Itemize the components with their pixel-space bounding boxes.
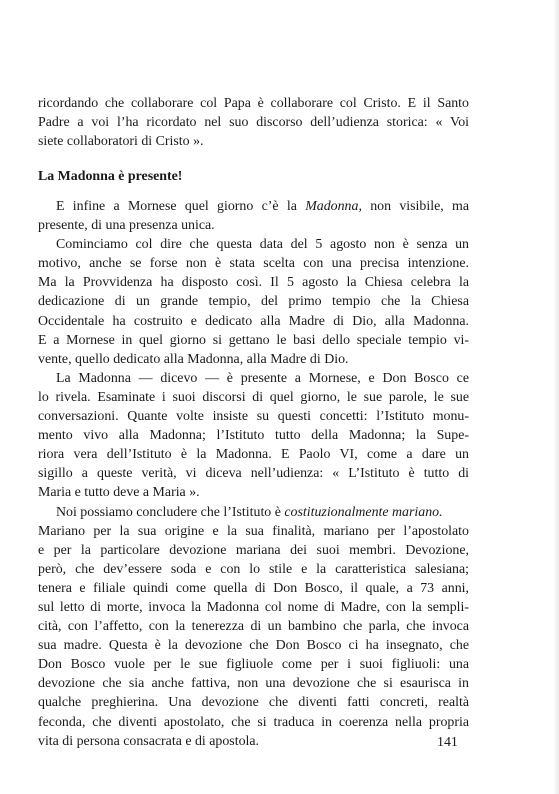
text-line: siete collaboratori di Cristo ». [38, 134, 204, 150]
text-line: Don Bosco vuole per le sue figliuole come per i suoi figliuoli: una [38, 657, 469, 673]
text-line [38, 197, 469, 216]
scan-edge-shadow [553, 0, 559, 794]
continued-paragraph [38, 94, 469, 151]
text-line: e per la particolare devozione mariana dei suoi membri. Devozione, [38, 542, 469, 558]
text-line: Cominciamo col dire che questa data del 5 agosto non è senza un [56, 237, 469, 253]
text-run: Noi possiamo concludere che l’Istituto è [56, 504, 285, 520]
text-line: cità, con l’affetto, con la tenerezza di un bambino che parla, che invoca [38, 619, 469, 635]
text-line: ricordando che collaborare col Papa è collaborare col Cristo. E il Santo [38, 96, 469, 111]
italic-text: Madonna, [305, 199, 362, 214]
text-line: qualche preghierina. Una devozione che diventi fatti concreti, realtà [38, 695, 469, 711]
text-line [38, 503, 469, 522]
text-line: devozione che sia anche fattiva, non una devozione che si esaurisca in [38, 676, 469, 692]
section-heading: La Madonna è presente! [38, 169, 183, 184]
page-number: 141 [437, 735, 458, 750]
text-run: E infine a Mornese quel giorno c’è la [56, 199, 306, 214]
text-line: vente, quello dedicato alla Madonna, alla Madre di Dio. [38, 351, 349, 367]
text-run: non visibile, ma [361, 199, 469, 214]
text-line: sigillo a queste verità, vi diceva nell’udienza: « L’Istituto è tutto di [38, 466, 469, 482]
text-line: conversazioni. Quante volte insiste su questi concetti: l’Istituto monu- [38, 409, 469, 425]
text-line: lo rivela. Esaminate i suoi discorsi di quel giorno, le sue parole, le sue [38, 389, 469, 405]
text-line: tenera e filiale quindi come quella di Don Bosco, il quale, a 73 anni, [38, 580, 469, 596]
text-line: sua madre. Questa è la devozione che Don Bosco ci ha insegnato, che [38, 638, 469, 654]
text-line: Mariano per la sua origine e la sua finalità, mariano per l’apostolato [38, 523, 469, 539]
text-line: vita di persona consacrata e di apostola. [38, 733, 260, 749]
text-line: E a Mornese in quel giorno si gettano le basi dello speciale tempio vi- [38, 332, 469, 348]
paragraph-2 [38, 235, 469, 369]
text-line: Maria e tutto deve a Maria ». [38, 485, 200, 501]
text-line: mento vivo alla Madonna; l’Istituto tutto della Madonna; la Supe- [38, 428, 469, 444]
paragraph-4 [38, 503, 469, 751]
paragraph-3 [38, 369, 469, 503]
text-line: Occidentale ha costruito e dedicato alla Madre di Dio, alla Madonna. [38, 313, 469, 329]
text-line: dedicazione di un grande tempio, del primo tempio che la Chiesa [38, 294, 469, 310]
text-line: La Madonna — dicevo — è presente a Mornese, e Don Bosco ce [56, 370, 469, 386]
paragraph-1 [38, 197, 469, 235]
italic-text: costituzionalmente mariano. [284, 504, 443, 520]
text-line: sul letto di morte, invoca la Madonna col nome di Madre, con la sempli- [38, 599, 469, 615]
section-body [38, 197, 469, 751]
text-line: riora vera dell’Istituto è la Madonna. E Paolo VI, come a dare un [38, 447, 469, 463]
text-line: motivo, anche se forse non è stata scelta con una precisa intenzione. [38, 256, 469, 272]
text-line: feconda, che diventi apostolato, che si traduca in coerenza nella propria [38, 714, 469, 730]
text-line: però, che dev’essere soda e con lo stile e la caratteristica salesiana; [38, 561, 469, 577]
text-line: Padre a voi l’ha ricordato nel suo discorso dell’udienza storica: « Voi [38, 115, 469, 131]
text-line: presente, di una presenza unica. [38, 218, 215, 234]
text-line: Ma la Provvidenza ha disposto così. Il 5 agosto la Chiesa celebra la [38, 275, 469, 291]
